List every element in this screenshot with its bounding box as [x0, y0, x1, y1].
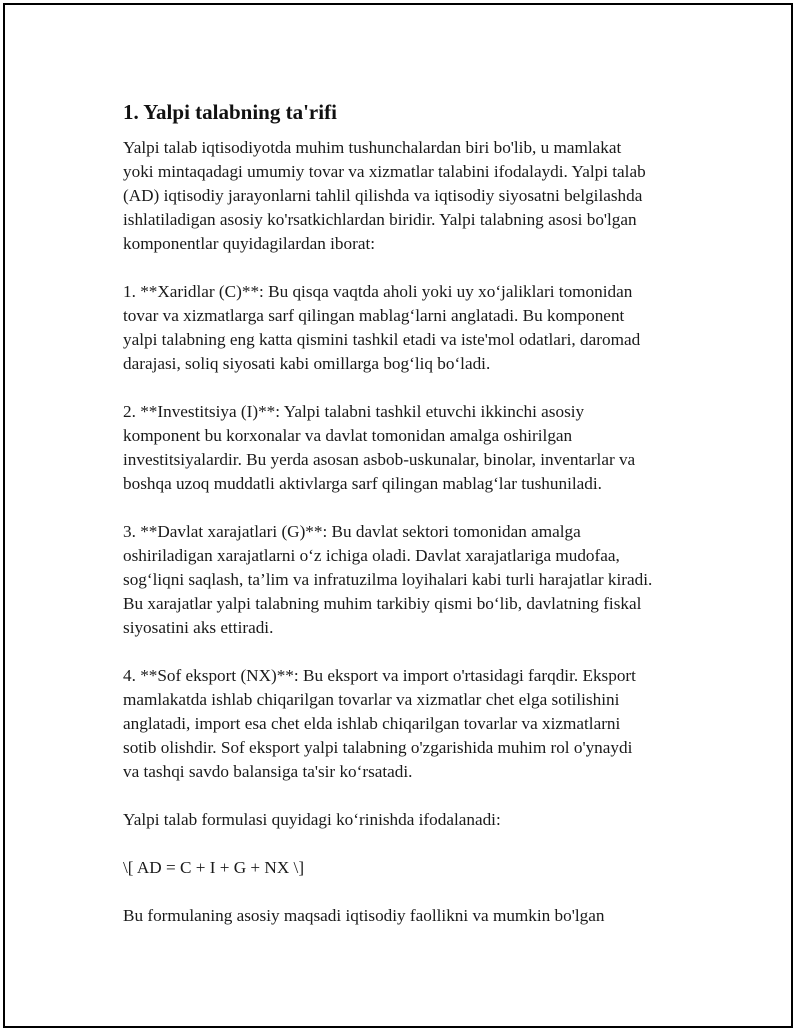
- text-line: Yalpi talab iqtisodiyotda muhim tushunchalardan biri bo'lib, u mamlakat: [123, 138, 622, 157]
- text-line: darajasi, soliq siyosati kabi omillarga bog‘liq bo‘ladi.: [123, 354, 491, 373]
- text-line: 4. **Sof eksport (NX)**: Bu eksport va import o'rtasidagi farqdir. Eksport: [123, 666, 636, 685]
- paragraph-formula: [123, 856, 703, 880]
- document-body: [123, 98, 703, 952]
- text-line: 2. **Investitsiya (I)**: Yalpi talabni tashkil etuvchi ikkinchi asosiy: [123, 402, 585, 421]
- paragraph-consumption: [123, 280, 703, 376]
- paragraph-net-exports: [123, 664, 703, 784]
- text-line: Bu formulaning asosiy maqsadi iqtisodiy faollikni va mumkin bo'lgan: [123, 906, 605, 925]
- text-line: sog‘liqni saqlash, ta’lim va infratuzilma loyihalari kabi turli harajatlar kiradi.: [123, 570, 653, 589]
- paragraph-formula-intro: [123, 808, 703, 832]
- text-line: Bu xarajatlar yalpi talabning muhim tarkibiy qismi bo‘lib, davlatning fiskal: [123, 594, 642, 613]
- text-line: ishlatiladigan asosiy ko'rsatkichlardan biridir. Yalpi talabning asosi bo'lgan: [123, 210, 637, 229]
- text-line: mamlakatda ishlab chiqarilgan tovarlar va xizmatlar chet elga sotilishini: [123, 690, 620, 709]
- paragraph-conclusion: [123, 904, 703, 928]
- text-line: oshiriladigan xarajatlarni o‘z ichiga oladi. Davlat xarajatlariga mudofaa,: [123, 546, 620, 565]
- paragraph-government: [123, 520, 703, 640]
- text-line: Yalpi talab formulasi quyidagi ko‘rinishda ifodalanadi:: [123, 810, 501, 829]
- text-line: 1. **Xaridlar (C)**: Bu qisqa vaqtda aholi yoki uy xo‘jaliklari tomonidan: [123, 282, 633, 301]
- text-line: investitsiyalardir. Bu yerda asosan asbob-uskunalar, binolar, inventarlar va: [123, 450, 636, 469]
- text-line: 3. **Davlat xarajatlari (G)**: Bu davlat sektori tomonidan amalga: [123, 522, 581, 541]
- paragraph-investment: [123, 400, 703, 496]
- text-line: sotib olishdir. Sof eksport yalpi talabning o'zgarishida muhim rol o'ynaydi: [123, 738, 633, 757]
- text-line: va tashqi savdo balansiga ta'sir ko‘rsatadi.: [123, 762, 413, 781]
- page-frame: [3, 3, 793, 1028]
- paragraph-intro: [123, 136, 703, 256]
- text-line: komponent bu korxonalar va davlat tomonidan amalga oshirilgan: [123, 426, 573, 445]
- text-line: (AD) iqtisodiy jarayonlarni tahlil qilishda va iqtisodiy siyosatni belgilashda: [123, 186, 643, 205]
- section-heading: 1. Yalpi talabning ta'rifi: [123, 100, 337, 124]
- text-line: yoki mintaqadagi umumiy tovar va xizmatlar talabini ifodalaydi. Yalpi talab: [123, 162, 646, 181]
- text-line: komponentlar quyidagilardan iborat:: [123, 234, 376, 253]
- text-line: siyosatini aks ettiradi.: [123, 618, 274, 637]
- text-line: boshqa uzoq muddatli aktivlarga sarf qilingan mablag‘lar tushuniladi.: [123, 474, 602, 493]
- text-line: tovar va xizmatlarga sarf qilingan mablag‘larni anglatadi. Bu komponent: [123, 306, 625, 325]
- formula-line: \[ AD = C + I + G + NX \]: [123, 858, 305, 877]
- text-line: yalpi talabning eng katta qismini tashkil etadi va iste'mol odatlari, daromad: [123, 330, 641, 349]
- text-line: anglatadi, import esa chet elda ishlab chiqarilgan tovarlar va xizmatlarni: [123, 714, 621, 733]
